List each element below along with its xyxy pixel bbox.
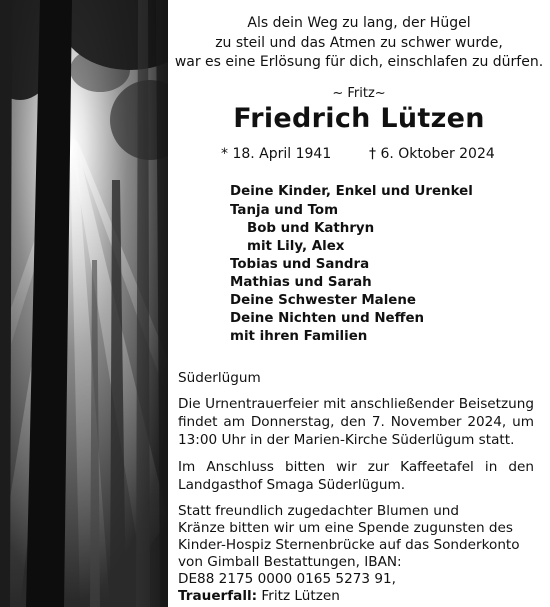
- nickname: ~ Fritz~: [332, 86, 386, 101]
- mourner-line: Bob und Kathryn: [247, 221, 375, 236]
- mourner-line: Mathias und Sarah: [230, 275, 372, 290]
- donation-line: DE88 2175 0000 0165 5273 91,: [178, 571, 396, 587]
- mourner-line: Deine Nichten und Neffen: [230, 311, 425, 326]
- mourner-line: Deine Schwester Malene: [230, 293, 416, 308]
- donation-line: Kinder-Hospiz Sternenbrücke auf das Sonderkonto: [178, 537, 520, 553]
- coffee-line: Im Anschluss bitten wir zur Kaffeetafel in den: [178, 459, 534, 475]
- donation-line: von Gimball Bestattungen, IBAN:: [178, 554, 402, 570]
- poem-line: zu steil und das Atmen zu schwer wurde,: [215, 35, 503, 51]
- mourner-line: mit ihren Familien: [230, 329, 368, 344]
- mourner-line: Deine Kinder, Enkel und Urenkel: [230, 184, 473, 199]
- forest-sunrays-photo: [0, 0, 168, 607]
- ceremony-line: 13:00 Uhr in der Marien-Kirche Süderlügum statt.: [178, 432, 515, 448]
- donation-line: Statt freundlich zugedachter Blumen und: [178, 503, 460, 519]
- mourner-line: mit Lily, Alex: [247, 239, 345, 254]
- coffee-line: Landgasthof Smaga Süderlügum.: [178, 477, 406, 493]
- place: Süderlügum: [178, 370, 261, 386]
- mourning-case: [178, 588, 534, 604]
- ceremony-line: Die Urnentrauerfeier mit anschließender Beisetzung: [178, 396, 534, 412]
- mourner-line: Tobias und Sandra: [230, 257, 370, 272]
- mourning-case-label: Trauerfall:: [178, 588, 258, 604]
- ceremony-line: findet am Donnerstag, den 7. November 2024, um: [178, 414, 534, 430]
- deceased-name: Friedrich Lützen: [233, 103, 485, 134]
- donation-line: Kränze bitten wir um eine Spende zugunsten des: [178, 520, 514, 536]
- mourner-line: Tanja und Tom: [230, 203, 339, 218]
- birth-date: * 18. April 1941: [221, 146, 332, 162]
- mourning-case-value: Fritz Lützen: [257, 588, 340, 604]
- poem-line: Als dein Weg zu lang, der Hügel: [247, 15, 471, 31]
- poem-line: war es eine Erlösung für dich, einschlafen zu dürfen.: [174, 54, 544, 70]
- death-date: † 6. Oktober 2024: [369, 146, 495, 162]
